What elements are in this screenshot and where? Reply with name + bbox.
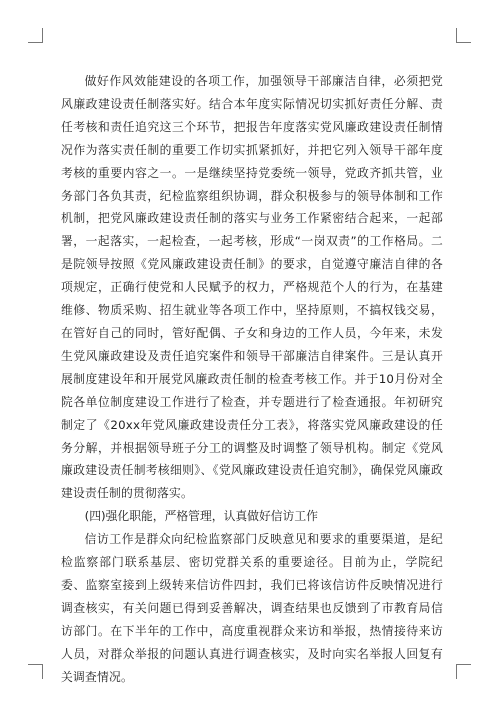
document-body [61,70,443,688]
paragraph: 信访工作是群众向纪检监察部门反映意见和要求的重要渠道，是纪检监察部门联系基层、密切党群关系的重要途径。目前为止，学院纪委、监察室接到上级转来信访件四封，我们已将该信访件反映情况进行调查核实，有关问题已得到妥善解决，调查结果也反馈到了市教育局信访部门。在下半年的工作中，高度重视群众来访和举报，热情接待来访人员，对群众举报的问题认真进行调查核实，及时向实名举报人回复有关调查情况。 [61,532,443,684]
crop-mark-top-right [456,28,471,43]
section-heading: (四)强化职能，严格管理，认真做好信访工作 [84,509,318,524]
crop-mark-bottom-right [456,664,471,679]
paragraph: 做好作风效能建设的各项工作，加强领导干部廉洁自律，必须把党风廉政建设责任制落实好。结合本年度实际情况切实抓好责任分解、责任考核和责任追究这三个环节，把报告年度落实党风廉政建设责任制情况作为落实责任制的重要工作切实抓紧抓好，并把它列入领导干部年度考核的重要内容之一。一是继续坚持党委统一领导，党政齐抓共管，业务部门各负其责，纪检监察组织协调，群众积极参与的领导体制和工作机制，把党风廉政建设责任制的落实与业务工作紧密结合起来，一起部署，一起落实，一起检查，一起考核，形成“一岗双责”的工作格局。二是院领导按照《党风廉政建设责任制》的要求，自觉遵守廉洁自律的各项规定，正确行使党和人民赋予的权力，严格规范个人的行为，在基建维修、物质采购、招生就业等各项工作中，坚持原则，不搞权钱交易，在管好自己的同时，管好配偶、子女和身边的工作人员，今年来，未发生党风廉政建设及责任追究案件和领导干部廉洁自律案件。三是认真开展制度建设年和开展党风廉政责任制的检查考核工作。并于10月份对全院各单位制度建设工作进行了检查，并专题进行了检查通报。年初研究制定了《20xx年党风廉政建设责任分工表》，将落实党风廉政建设的任务分解，并根据领导班子分工的调整及时调整了领导机构。制定《党风廉政建设责任制考核细则》、《党风廉政建设责任追究制》，确保党风廉政建设责任制的贯彻落实。 [61,74,443,501]
crop-mark-top-left [28,28,43,43]
crop-mark-bottom-left [28,664,43,679]
